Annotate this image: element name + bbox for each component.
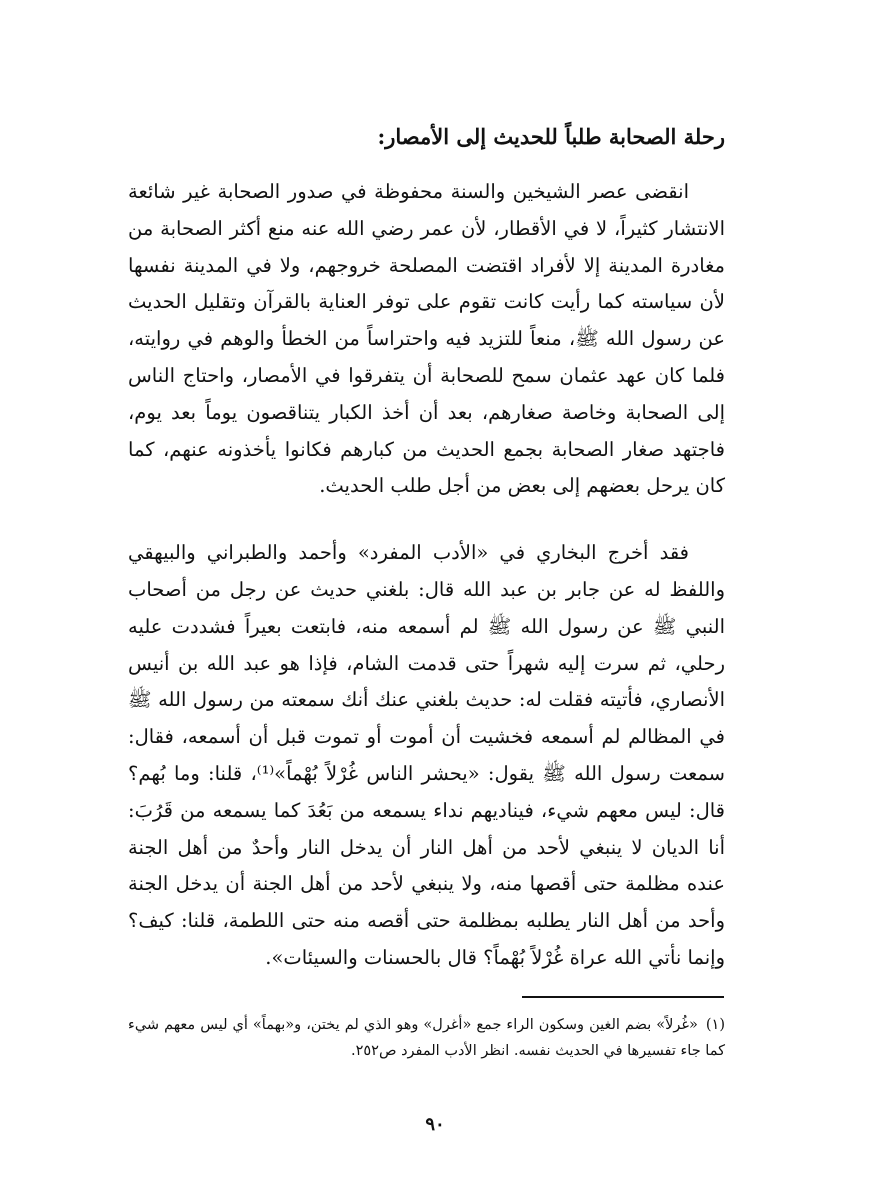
paragraph-2: فقد أخرج البخاري في «الأدب المفرد» وأحمد والطبراني والبيهقي واللفظ له عن جابر بن عبد الله قال: بلغني حديث عن رجل من أصحاب النبي ﷺ عن رسول الله ﷺ لم أسمعه منه، فابتعت بعيراً فشددت عليه رحلي، ثم سرت إليه شهراً حتى قدمت الشام، فإذا هو عبد الله بن أنيس الأنصاري، فأتيته فقلت له: حديث بلغني عنك أنك سمعته من رسول الله ﷺ في المظالم لم أسمعه فخشيت أن أموت أو تموت قبل أن أسمعه، فقال: سمعت رسول الله ﷺ يقول: «يحشر الناس غُرْلاً بُهْماً»⁽¹⁾، قلنا: وما بُهم؟ قال: ليس معهم شيء، فيناديهم نداء يسمعه من بَعُدَ كما يسمعه من قَرُبَ: أنا الديان لا ينبغي لأحد من أهل النار أن يدخل النار وأحدٌ من أهل الجنة عنده مظلمة حتى أقصها منه، ولا ينبغي لأحد من أهل الجنة أن يدخل الجنة وأحد من أهل النار يطلبه بمظلمة حتى أقصه منه حتى اللطمة، قلنا: كيف؟ وإنما نأتي الله عراة غُرْلاً بُهْماً؟ قال بالحسنات والسيئات».	[128, 541, 725, 969]
paragraph-1: انقضى عصر الشيخين والسنة محفوظة في صدور الصحابة غير شائعة الانتشار كثيراً، لا في الأقطار، لأن عمر رضي الله عنه منع أكثر الصحابة من مغادرة المدينة إلا لأفراد اقتضت المصلحة خروجهم، ولا في المدينة نفسها لأن سياسته كما رأيت كانت تقوم على توفر العناية بالقرآن وتقليل الحديث عن رسول الله ﷺ، منعاً للتزيد فيه واحتراساً من الخطأ والوهم في روايته، فلما كان عهد عثمان سمح للصحابة أن يتفرقوا في الأمصار، واحتاج الناس إلى الصحابة وخاصة صغارهم، بعد أن أخذ الكبار يتناقصون يوماً بعد يوم، فاجتهد صغار الصحابة بجمع الحديث من كبارهم فكانوا يأخذونه عنهم، كما كان يرحل بعضهم إلى بعض من أجل طلب الحديث.	[128, 180, 725, 498]
footnote-separator	[522, 996, 724, 998]
main-text	[128, 122, 725, 977]
footnote-number: (١)	[705, 1017, 725, 1033]
footnote	[128, 1012, 725, 1064]
page-number: ٩٠	[425, 1114, 445, 1135]
footnote-text: «غُرلاً» بضم الغين وسكون الراء جمع «أغرل» وهو الذي لم يختن، و«بهماً» أي ليس معهم شيء كما جاء تفسيرها في الحديث نفسه. انظر الأدب المفرد ص٢٥٢.	[128, 1017, 725, 1059]
section-heading: رحلة الصحابة طلباً للحديث إلى الأمصار:	[377, 124, 725, 149]
